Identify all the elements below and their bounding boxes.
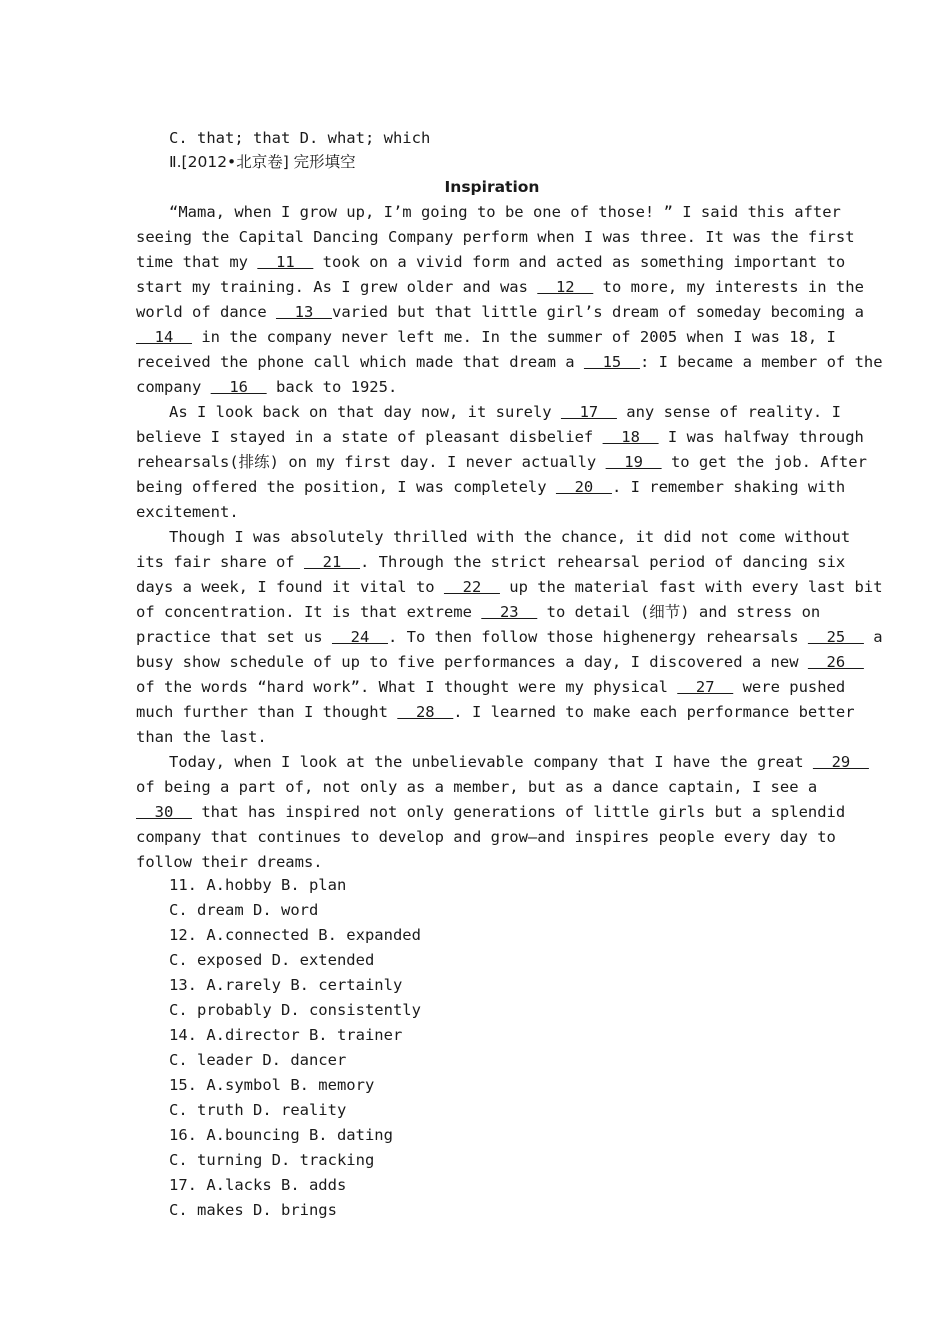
blank-17: 17 [560, 403, 617, 421]
passage-line: than the last. [136, 728, 267, 746]
blank-18: 18 [602, 428, 659, 446]
passage-line: 14 in the company never left me. In the summer of 2005 when I was 18, I [136, 328, 836, 346]
blank-30: 30 [136, 803, 192, 821]
passage-line: excitement. [136, 503, 239, 521]
passage-line: follow their dreams. [136, 853, 323, 871]
blank-12: 12 [537, 278, 594, 296]
answer-option: 16. A.bouncing B. dating [169, 1126, 393, 1144]
answer-option: 13. A.rarely B. certainly [169, 976, 403, 994]
passage-line: of the words “hard work”. What I thought were my physical 27 were pushed [136, 678, 846, 696]
passage-line: of concentration. It is that extreme 23 to detail (细节) and stress on [136, 603, 821, 621]
text-line: C. that; that D. what; which [169, 129, 431, 147]
answer-option: 15. A.symbol B. memory [169, 1076, 375, 1094]
blank-15: 15 [583, 353, 640, 371]
passage-line: much further than I thought 28 . I learned to make each performance better [136, 703, 855, 721]
blank-26: 26 [807, 653, 864, 671]
passage-line: Though I was absolutely thrilled with the chance, it did not come without [169, 528, 851, 546]
passage-line: Today, when I look at the unbelievable company that I have the great 29 [169, 753, 869, 771]
blank-23: 23 [481, 603, 538, 621]
answer-option: C. dream D. word [169, 901, 319, 919]
blank-13: 13 [275, 303, 332, 321]
passage-line: received the phone call which made that dream a 15 : I became a member of the [136, 353, 883, 371]
passage-line: 30 that has inspired not only generations of little girls but a splendid [136, 803, 846, 821]
passage-title: Inspiration [444, 178, 540, 196]
blank-28: 28 [397, 703, 454, 721]
passage-line: being offered the position, I was completely 20 . I remember shaking with [136, 478, 846, 496]
answer-option: C. turning D. tracking [169, 1151, 375, 1169]
answer-option: 12. A.connected B. expanded [169, 926, 421, 944]
passage-line: time that my 11 took on a vivid form and acted as something important to [136, 253, 846, 271]
blank-16: 16 [210, 378, 267, 396]
answer-option: 14. A.director B. trainer [169, 1026, 403, 1044]
answer-option: C. leader D. dancer [169, 1051, 347, 1069]
passage-line: seeing the Capital Dancing Company perform when I was three. It was the first [136, 228, 855, 246]
passage-line: world of dance 13 varied but that little girl’s dream of someday becoming a [136, 303, 864, 321]
answer-option: 17. A.lacks B. adds [169, 1176, 347, 1194]
blank-27: 27 [677, 678, 734, 696]
passage-line: “Mama, when I grow up, I’m going to be one of those! ” I said this after [169, 203, 841, 221]
blank-25: 25 [807, 628, 864, 646]
blank-19: 19 [605, 453, 662, 471]
answer-option: C. makes D. brings [169, 1201, 337, 1219]
passage-line: of being a part of, not only as a member, but as a dance captain, I see a [136, 778, 818, 796]
section-heading: Ⅱ.[2012•北京卷] 完形填空 [169, 153, 356, 171]
answer-option: C. truth D. reality [169, 1101, 347, 1119]
blank-24: 24 [331, 628, 388, 646]
blank-22: 22 [443, 578, 500, 596]
passage-line: believe I stayed in a state of pleasant disbelief 18 I was halfway through [136, 428, 864, 446]
answer-option: 11. A.hobby B. plan [169, 876, 347, 894]
blank-21: 21 [303, 553, 360, 571]
passage-line: As I look back on that day now, it surely 17 any sense of reality. I [169, 403, 841, 421]
blank-11: 11 [257, 253, 314, 271]
blank-20: 20 [555, 478, 612, 496]
passage-line: start my training. As I grew older and was 12 to more, my interests in the [136, 278, 864, 296]
passage-line: practice that set us 24 . To then follow those highenergy rehearsals 25 a [136, 628, 883, 646]
passage-line: days a week, I found it vital to 22 up the material fast with every last bit [136, 578, 883, 596]
passage-line: its fair share of 21 . Through the strict rehearsal period of dancing six [136, 553, 846, 571]
passage-line: company that continues to develop and grow—and inspires people every day to [136, 828, 836, 846]
blank-14: 14 [136, 328, 192, 346]
passage-line: busy show schedule of up to five performances a day, I discovered a new 26 [136, 653, 864, 671]
passage-line: company 16 back to 1925. [136, 378, 398, 396]
passage-line: rehearsals(排练) on my first day. I never actually 19 to get the job. After [136, 453, 867, 471]
answer-option: C. probably D. consistently [169, 1001, 421, 1019]
answer-option: C. exposed D. extended [169, 951, 375, 969]
blank-29: 29 [812, 753, 869, 771]
